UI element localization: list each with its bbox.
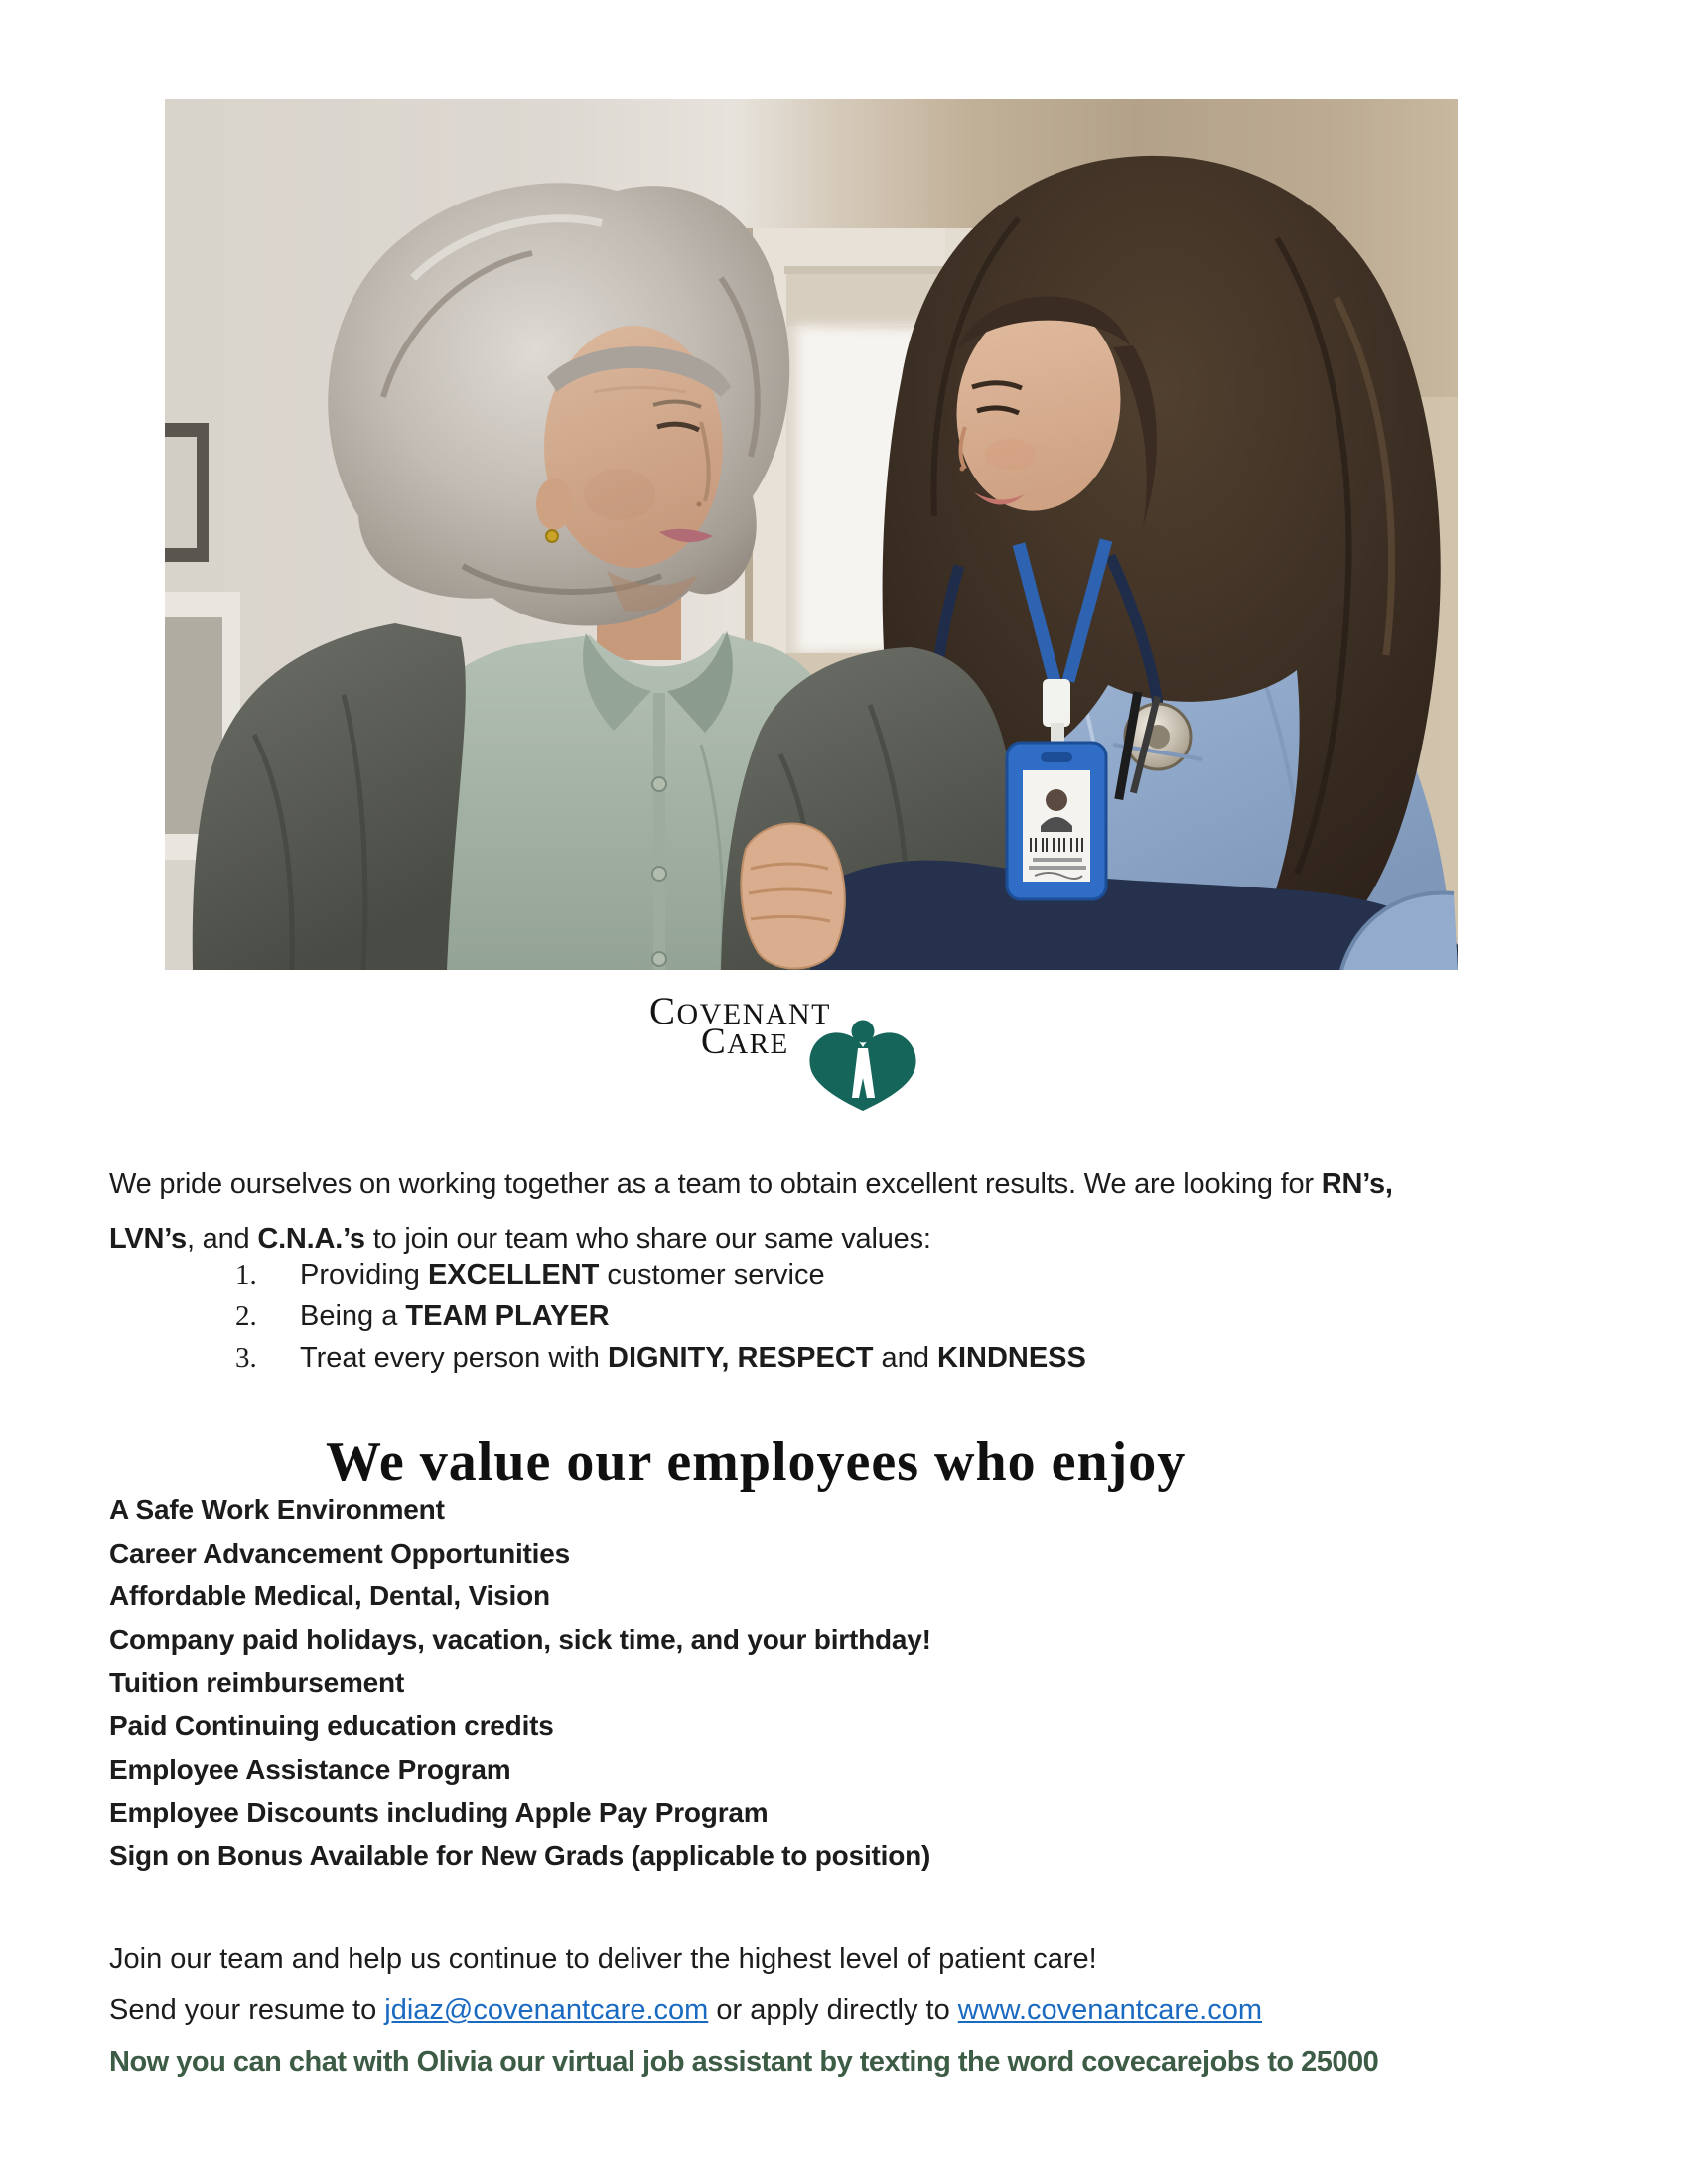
section-headline: We value our employees who enjoy [326, 1432, 1187, 1493]
benefit-item: Employee Assistance Program [109, 1753, 511, 1785]
photo-caregiver-and-senior [165, 99, 1458, 970]
benefit-item: Company paid holidays, vacation, sick time, and your birthday! [109, 1623, 931, 1655]
benefit-item: Paid Continuing education credits [109, 1709, 554, 1741]
earring [546, 530, 558, 542]
logo-wordmark-line2: CARE [701, 1022, 789, 1062]
benefit-item: Sign on Bonus Available for New Grads (applicable to position) [109, 1840, 931, 1871]
values-list [235, 1254, 1086, 1379]
logo-wordmark-line1: COVENANT [649, 990, 831, 1032]
list-number: 2. [235, 1300, 257, 1332]
shirt-placket [653, 693, 665, 970]
benefit-item: A Safe Work Environment [109, 1494, 445, 1525]
closing-line-2: Send your resume to jdiaz@covenantcare.com or apply directly to www.covenantcare.com [109, 1994, 1263, 2026]
list-text: Providing EXCELLENT customer service [300, 1259, 825, 1291]
values-list-item [235, 1296, 1086, 1337]
benefit-item: Tuition reimbursement [109, 1667, 405, 1699]
benefits-list [109, 1488, 931, 1877]
benefit-item: Employee Discounts including Apple Pay Program [109, 1797, 769, 1829]
benefit-item: Career Advancement Opportunities [109, 1537, 571, 1569]
woman-ear [536, 478, 572, 530]
nurse-hand [741, 824, 844, 969]
intro-paragraph: We pride ourselves on working together as a team to obtain excellent results. We are looking for RN’s, LVN’s, and C.N.A.’s to join our team who share our same values: [109, 1168, 1393, 1255]
list-text: Being a TEAM PLAYER [300, 1300, 610, 1332]
heart-with-person-icon [806, 1015, 925, 1114]
values-list-item [235, 1254, 1086, 1296]
closing-block [109, 1933, 1378, 2088]
shirt-button [652, 867, 666, 881]
badge-photo [1046, 789, 1067, 811]
values-list-item [235, 1337, 1086, 1379]
email-link[interactable]: jdiaz@covenantcare.com [384, 1994, 709, 2026]
closing-line-1: Join our team and help us continue to deliver the highest level of patient care! [109, 1943, 1097, 1975]
chat-assistant-line: Now you can chat with Olivia our virtual job assistant by texting the word covecarejobs to 25000 [109, 2046, 1379, 2078]
benefit-item: Affordable Medical, Dental, Vision [109, 1580, 550, 1612]
shirt-button [652, 952, 666, 966]
list-text: Treat every person with DIGNITY, RESPECT and KINDNESS [300, 1342, 1086, 1374]
shirt-button [652, 777, 666, 791]
badge-clip [1043, 679, 1070, 727]
list-number: 1. [235, 1259, 257, 1291]
list-number: 3. [235, 1342, 257, 1374]
website-link[interactable]: www.covenantcare.com [957, 1994, 1263, 2026]
photo-illustration [165, 99, 1458, 970]
